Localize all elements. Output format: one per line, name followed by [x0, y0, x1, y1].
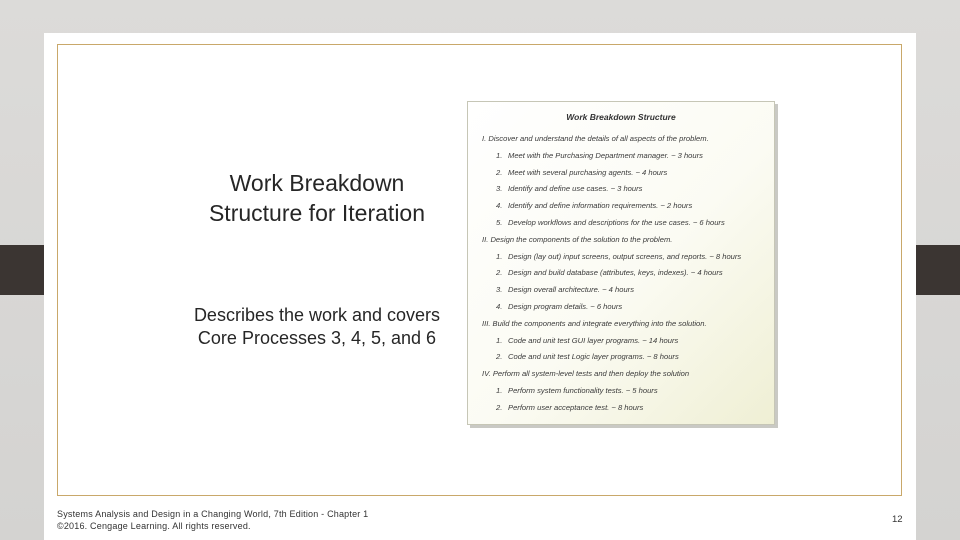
wbs-task-number: 2. [496, 167, 503, 177]
wbs-task-number: 1. [496, 335, 503, 345]
wbs-line-text: Identify and define use cases. ~ 3 hours [508, 184, 643, 194]
wbs-task-item [496, 168, 667, 178]
wbs-line-text: Develop workflows and descriptions for the use cases. ~ 6 hours [508, 218, 725, 227]
wbs-line-text: III. Build the components and integrate everything into the solution. [482, 318, 707, 328]
wbs-task-item [496, 403, 643, 413]
wbs-task-number: 4. [496, 201, 503, 211]
wbs-phase-heading [482, 134, 709, 144]
footer-line-1: Systems Analysis and Design in a Changing World, 7th Edition - Chapter 1 [57, 509, 369, 519]
wbs-task-item [496, 218, 725, 228]
wbs-task-item [496, 336, 678, 346]
wbs-task-number: 2. [496, 352, 503, 362]
wbs-task-number: 3. [496, 184, 503, 194]
wbs-image [467, 101, 775, 425]
wbs-heading: Work Breakdown Structure [566, 112, 676, 122]
wbs-task-number: 1. [496, 150, 503, 160]
wbs-line-text: Design and build database (attributes, keys, indexes). ~ 4 hours [508, 268, 723, 278]
wbs-line-text: Design overall architecture. ~ 4 hours [508, 285, 634, 295]
wbs-line-text: Perform user acceptance test. ~ 8 hours [508, 402, 644, 412]
footer-line-2: ©2016. Cengage Learning. All rights reserved. [57, 521, 251, 531]
wbs-task-number: 2. [496, 268, 503, 278]
wbs-task-item [496, 201, 692, 211]
wbs-task-item [496, 386, 658, 396]
wbs-line-text: Code and unit test Logic layer programs. ~ 8 hours [508, 352, 679, 362]
wbs-task-number: 1. [496, 386, 503, 395]
wbs-task-item [496, 252, 741, 262]
wbs-line-text: Perform system functionality tests. ~ 5 hours [508, 386, 658, 395]
wbs-task-item [496, 184, 642, 194]
wbs-task-number: 1. [496, 251, 503, 261]
wbs-task-item [496, 302, 622, 312]
wbs-line-text: IV. Perform all system-level tests and then deploy the solution [482, 369, 690, 379]
wbs-phase-heading [482, 235, 672, 245]
slide-title: Work Breakdown Structure for Iteration [208, 170, 426, 226]
wbs-task-item [496, 268, 723, 278]
wbs-line-text: Code and unit test GUI layer programs. ~ 14 hours [508, 335, 679, 345]
wbs-line-text: II. Design the components of the solution to the problem. [482, 234, 673, 244]
wbs-task-item [496, 352, 679, 362]
footer [57, 508, 368, 532]
wbs-line-text: Design (lay out) input screens, output screens, and reports. ~ 8 hours [508, 251, 742, 261]
wbs-line-text: Identify and define information requirements. ~ 2 hours [508, 201, 693, 211]
wbs-line-text: Design program details. ~ 6 hours [508, 302, 623, 311]
wbs-task-number: 4. [496, 302, 503, 311]
wbs-task-number: 2. [496, 402, 503, 412]
page-number: 12 [892, 514, 903, 525]
wbs-task-number: 3. [496, 285, 503, 295]
wbs-phase-heading [482, 369, 689, 379]
wbs-task-item [496, 285, 634, 295]
wbs-task-item [496, 151, 703, 161]
slide-body-text: Describes the work and covers Core Processes 3, 4, 5, and 6 [193, 305, 441, 348]
wbs-line-text: I. Discover and understand the details of all aspects of the problem. [482, 134, 709, 143]
wbs-line-text: Meet with the Purchasing Department manager. ~ 3 hours [508, 150, 703, 160]
wbs-line-text: Meet with several purchasing agents. ~ 4 hours [508, 167, 668, 177]
wbs-phase-heading [482, 319, 707, 329]
wbs-task-number: 5. [496, 218, 503, 227]
